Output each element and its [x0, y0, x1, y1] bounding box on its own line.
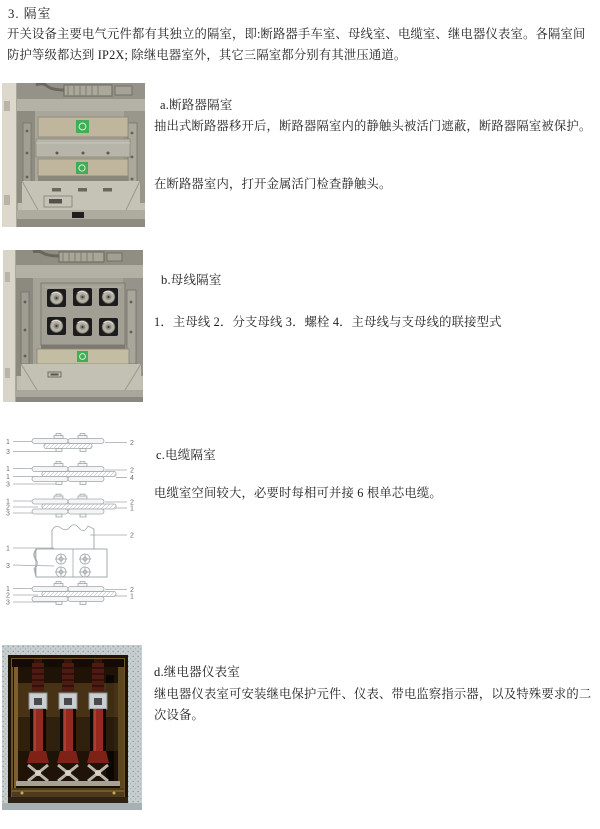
- svg-text:2: 2: [130, 499, 134, 507]
- svg-text:3: 3: [6, 599, 10, 607]
- svg-text:1: 1: [130, 593, 134, 601]
- section-c-body: 电缆室空间较大，必要时每相可并接 6 根单芯电缆。: [154, 486, 442, 500]
- svg-text:4: 4: [130, 475, 134, 482]
- svg-text:2: 2: [6, 504, 10, 512]
- joint-figure-1: [13, 434, 127, 452]
- section-b-legend: 1．主母线 2．分支母线 3．螺栓 4．主母线与支母线的联接型式: [154, 315, 502, 329]
- breaker-compartment-photo: [2, 83, 145, 227]
- joint-figure-2: [13, 462, 127, 485]
- svg-text:2: 2: [130, 467, 134, 475]
- section-a-body-2: 在断路器室内，打开金属活门检查静触头。: [154, 177, 392, 191]
- svg-text:3: 3: [6, 510, 10, 518]
- intro-line-2: 防护等级都达到 IP2X; 除继电器室外，其它三隔室都分别有其泄压通道。: [7, 48, 407, 62]
- svg-text:1: 1: [6, 545, 10, 553]
- joint-figure-5: [13, 582, 127, 605]
- busbar-compartment-photo: [3, 250, 143, 402]
- svg-text:2: 2: [130, 440, 134, 447]
- section-d-body-1: 继电器仪表室可安装继电保护元件、仪表、带电监察指示器，以及特殊要求的二: [154, 687, 592, 701]
- joint-figure-4: [13, 525, 127, 578]
- svg-text:1: 1: [130, 505, 134, 513]
- svg-text:3: 3: [6, 563, 10, 570]
- busbar-joint-diagram: [2, 432, 150, 617]
- svg-text:1: 1: [6, 466, 10, 473]
- svg-text:3: 3: [6, 449, 10, 456]
- svg-text:1: 1: [6, 474, 10, 481]
- intro-line-1: 开关设备主要电气元件都有其独立的隔室，即:断路器手车室、母线室、电缆室、继电器仪表室。各隔室间: [7, 27, 586, 41]
- relay-instrument-room-photo: [2, 645, 142, 810]
- svg-text:2: 2: [6, 592, 10, 600]
- svg-text:2: 2: [130, 587, 134, 594]
- svg-text:2: 2: [130, 532, 134, 540]
- section-a-caption: a.断路器隔室: [160, 98, 233, 112]
- page-title: 3. 隔室: [8, 7, 52, 21]
- cable-terminations: [27, 659, 109, 763]
- section-b-caption: b.母线隔室: [161, 273, 222, 287]
- svg-text:1: 1: [6, 498, 10, 506]
- svg-text:1: 1: [6, 586, 10, 593]
- section-d-caption: d.继电器仪表室: [154, 665, 240, 679]
- joint-figure-3: [13, 494, 127, 517]
- section-c-caption: c.电缆隔室: [156, 448, 216, 462]
- section-d-body-2: 次设备。: [154, 708, 204, 722]
- svg-text:3: 3: [6, 481, 10, 489]
- svg-text:1: 1: [6, 439, 10, 446]
- section-a-body-1: 抽出式断路器移开后，断路器隔室内的静触头被活门遮蔽，断路器隔室被保护。: [154, 119, 592, 133]
